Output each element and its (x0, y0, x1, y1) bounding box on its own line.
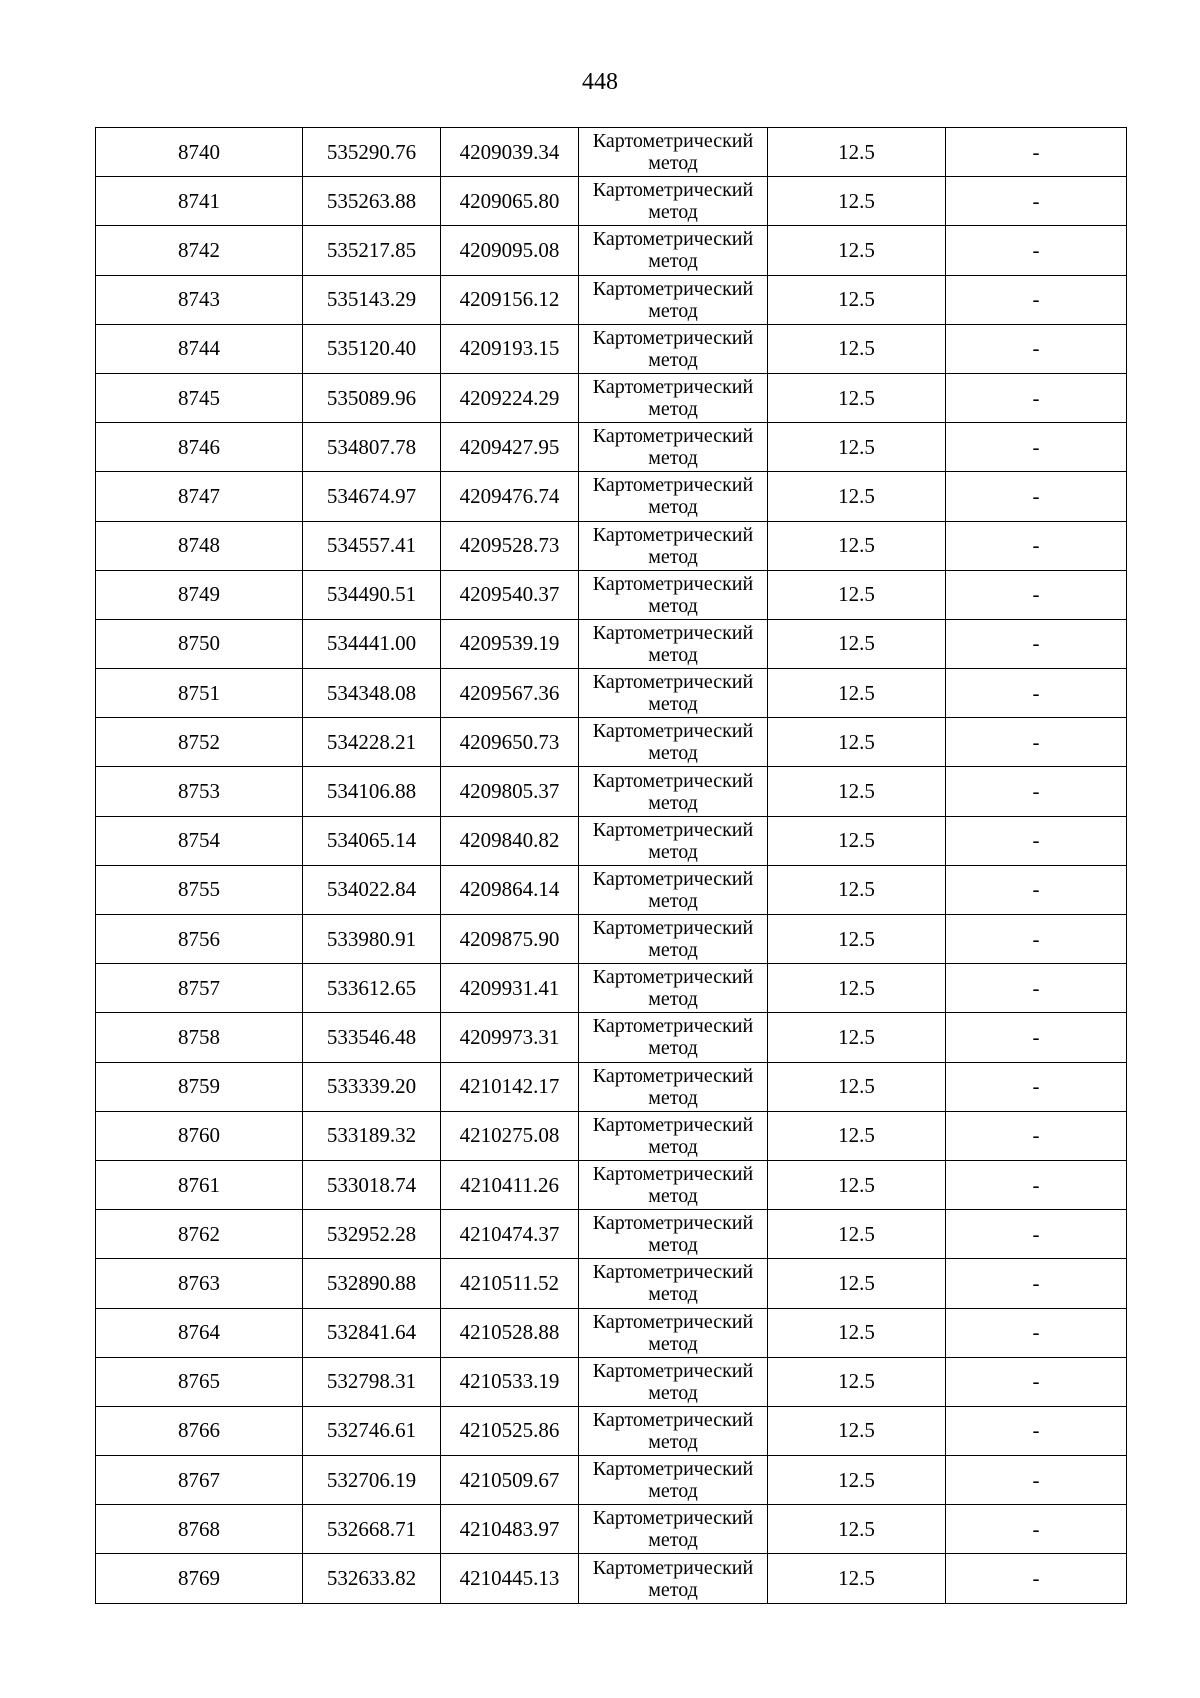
note-cell: - (946, 1013, 1127, 1062)
method-cell (579, 1554, 768, 1603)
table-row (96, 865, 1127, 914)
x-coordinate-cell: 535290.76 (303, 128, 441, 177)
y-coordinate-cell: 4210445.13 (441, 1554, 579, 1603)
accuracy-cell: 12.5 (768, 915, 946, 964)
method-line2: метод (648, 1578, 698, 1601)
method-line1: Картометрический (592, 966, 754, 989)
table-body (96, 128, 1127, 1604)
note-cell: - (946, 816, 1127, 865)
method-line2: метод (648, 988, 698, 1011)
method-cell (579, 521, 768, 570)
accuracy-cell: 12.5 (768, 423, 946, 472)
method-line2: метод (648, 299, 698, 322)
method-cell (579, 1160, 768, 1209)
method-cell (579, 1210, 768, 1259)
method-cell (579, 669, 768, 718)
method-line1: Картометрический (592, 1359, 754, 1382)
x-coordinate-cell: 534674.97 (303, 472, 441, 521)
method-line2: метод (648, 1480, 698, 1503)
table-row (96, 669, 1127, 718)
accuracy-cell: 12.5 (768, 1111, 946, 1160)
note-cell: - (946, 1308, 1127, 1357)
table-row (96, 1505, 1127, 1554)
accuracy-cell: 12.5 (768, 177, 946, 226)
table-row (96, 1308, 1127, 1357)
method-cell (579, 570, 768, 619)
table-row (96, 128, 1127, 177)
method-line1: Картометрический (592, 769, 754, 792)
method-line2: метод (648, 348, 698, 371)
method-cell (579, 373, 768, 422)
y-coordinate-cell: 4209875.90 (441, 915, 579, 964)
coordinates-table (95, 127, 1127, 1604)
table-row (96, 324, 1127, 373)
method-line1: Картометрический (592, 326, 754, 349)
method-line2: метод (648, 250, 698, 273)
y-coordinate-cell: 4209193.15 (441, 324, 579, 373)
point-number-cell: 8753 (96, 767, 303, 816)
y-coordinate-cell: 4210275.08 (441, 1111, 579, 1160)
y-coordinate-cell: 4209539.19 (441, 619, 579, 668)
method-line2: метод (648, 889, 698, 912)
x-coordinate-cell: 532633.82 (303, 1554, 441, 1603)
method-cell (579, 128, 768, 177)
method-line2: метод (648, 693, 698, 716)
x-coordinate-cell: 533189.32 (303, 1111, 441, 1160)
table-row (96, 1111, 1127, 1160)
method-line1: Картометрический (592, 1556, 754, 1579)
table-row (96, 964, 1127, 1013)
method-line2: метод (648, 742, 698, 765)
table-row (96, 1062, 1127, 1111)
method-line2: метод (648, 398, 698, 421)
x-coordinate-cell: 534441.00 (303, 619, 441, 668)
point-number-cell: 8744 (96, 324, 303, 373)
y-coordinate-cell: 4210411.26 (441, 1160, 579, 1209)
method-line1: Картометрический (592, 1113, 754, 1136)
method-line1: Картометрический (592, 179, 754, 202)
method-cell (579, 619, 768, 668)
accuracy-cell: 12.5 (768, 1259, 946, 1308)
x-coordinate-cell: 535089.96 (303, 373, 441, 422)
table-row (96, 1456, 1127, 1505)
note-cell: - (946, 915, 1127, 964)
method-cell (579, 915, 768, 964)
table-row (96, 1259, 1127, 1308)
note-cell: - (946, 1062, 1127, 1111)
point-number-cell: 8766 (96, 1406, 303, 1455)
method-line1: Картометрический (592, 917, 754, 940)
point-number-cell: 8763 (96, 1259, 303, 1308)
method-cell (579, 1111, 768, 1160)
x-coordinate-cell: 533018.74 (303, 1160, 441, 1209)
table-row (96, 275, 1127, 324)
method-cell (579, 324, 768, 373)
method-cell (579, 1505, 768, 1554)
method-cell (579, 816, 768, 865)
method-cell (579, 1357, 768, 1406)
x-coordinate-cell: 532952.28 (303, 1210, 441, 1259)
method-line2: метод (648, 643, 698, 666)
y-coordinate-cell: 4209973.31 (441, 1013, 579, 1062)
accuracy-cell: 12.5 (768, 1308, 946, 1357)
x-coordinate-cell: 534065.14 (303, 816, 441, 865)
accuracy-cell: 12.5 (768, 865, 946, 914)
point-number-cell: 8749 (96, 570, 303, 619)
accuracy-cell: 12.5 (768, 1357, 946, 1406)
x-coordinate-cell: 534807.78 (303, 423, 441, 472)
x-coordinate-cell: 533339.20 (303, 1062, 441, 1111)
point-number-cell: 8759 (96, 1062, 303, 1111)
accuracy-cell: 12.5 (768, 570, 946, 619)
x-coordinate-cell: 532668.71 (303, 1505, 441, 1554)
y-coordinate-cell: 4209528.73 (441, 521, 579, 570)
x-coordinate-cell: 532890.88 (303, 1259, 441, 1308)
note-cell: - (946, 275, 1127, 324)
table-row (96, 767, 1127, 816)
accuracy-cell: 12.5 (768, 373, 946, 422)
y-coordinate-cell: 4210509.67 (441, 1456, 579, 1505)
y-coordinate-cell: 4210142.17 (441, 1062, 579, 1111)
method-line2: метод (648, 1135, 698, 1158)
method-line1: Картометрический (592, 621, 754, 644)
accuracy-cell: 12.5 (768, 718, 946, 767)
x-coordinate-cell: 534557.41 (303, 521, 441, 570)
accuracy-cell: 12.5 (768, 1456, 946, 1505)
accuracy-cell: 12.5 (768, 1062, 946, 1111)
method-line1: Картометрический (592, 228, 754, 251)
note-cell: - (946, 964, 1127, 1013)
table-row (96, 521, 1127, 570)
y-coordinate-cell: 4209931.41 (441, 964, 579, 1013)
y-coordinate-cell: 4209476.74 (441, 472, 579, 521)
point-number-cell: 8758 (96, 1013, 303, 1062)
table-row (96, 472, 1127, 521)
method-cell (579, 1456, 768, 1505)
note-cell: - (946, 1259, 1127, 1308)
accuracy-cell: 12.5 (768, 521, 946, 570)
accuracy-cell: 12.5 (768, 767, 946, 816)
accuracy-cell: 12.5 (768, 1013, 946, 1062)
method-line2: метод (648, 1381, 698, 1404)
note-cell: - (946, 767, 1127, 816)
accuracy-cell: 12.5 (768, 1505, 946, 1554)
point-number-cell: 8760 (96, 1111, 303, 1160)
method-line2: метод (648, 1332, 698, 1355)
method-line2: метод (648, 1185, 698, 1208)
y-coordinate-cell: 4209095.08 (441, 226, 579, 275)
x-coordinate-cell: 533980.91 (303, 915, 441, 964)
y-coordinate-cell: 4210528.88 (441, 1308, 579, 1357)
x-coordinate-cell: 535217.85 (303, 226, 441, 275)
accuracy-cell: 12.5 (768, 1210, 946, 1259)
method-line2: метод (648, 840, 698, 863)
y-coordinate-cell: 4210483.97 (441, 1505, 579, 1554)
accuracy-cell: 12.5 (768, 619, 946, 668)
x-coordinate-cell: 534348.08 (303, 669, 441, 718)
point-number-cell: 8748 (96, 521, 303, 570)
method-cell (579, 472, 768, 521)
table-row (96, 226, 1127, 275)
table-row (96, 718, 1127, 767)
point-number-cell: 8746 (96, 423, 303, 472)
method-line1: Картометрический (592, 1458, 754, 1481)
x-coordinate-cell: 533546.48 (303, 1013, 441, 1062)
note-cell: - (946, 669, 1127, 718)
y-coordinate-cell: 4209864.14 (441, 865, 579, 914)
point-number-cell: 8768 (96, 1505, 303, 1554)
point-number-cell: 8762 (96, 1210, 303, 1259)
method-line2: метод (648, 152, 698, 175)
accuracy-cell: 12.5 (768, 472, 946, 521)
point-number-cell: 8755 (96, 865, 303, 914)
table-row (96, 1554, 1127, 1603)
method-cell (579, 1259, 768, 1308)
x-coordinate-cell: 532798.31 (303, 1357, 441, 1406)
accuracy-cell: 12.5 (768, 324, 946, 373)
note-cell: - (946, 1357, 1127, 1406)
note-cell: - (946, 1505, 1127, 1554)
method-line1: Картометрический (592, 523, 754, 546)
y-coordinate-cell: 4209567.36 (441, 669, 579, 718)
note-cell: - (946, 1554, 1127, 1603)
note-cell: - (946, 373, 1127, 422)
method-line2: метод (648, 1529, 698, 1552)
accuracy-cell: 12.5 (768, 1554, 946, 1603)
method-cell (579, 865, 768, 914)
table-row (96, 1210, 1127, 1259)
method-cell (579, 718, 768, 767)
y-coordinate-cell: 4210511.52 (441, 1259, 579, 1308)
method-cell (579, 177, 768, 226)
x-coordinate-cell: 535263.88 (303, 177, 441, 226)
method-cell (579, 1013, 768, 1062)
point-number-cell: 8747 (96, 472, 303, 521)
note-cell: - (946, 1210, 1127, 1259)
accuracy-cell: 12.5 (768, 669, 946, 718)
accuracy-cell: 12.5 (768, 1406, 946, 1455)
y-coordinate-cell: 4209156.12 (441, 275, 579, 324)
x-coordinate-cell: 533612.65 (303, 964, 441, 1013)
method-line1: Картометрический (592, 818, 754, 841)
method-line2: метод (648, 939, 698, 962)
y-coordinate-cell: 4210474.37 (441, 1210, 579, 1259)
note-cell: - (946, 570, 1127, 619)
table-row (96, 816, 1127, 865)
table-row (96, 373, 1127, 422)
method-line1: Картометрический (592, 277, 754, 300)
table-row (96, 619, 1127, 668)
note-cell: - (946, 423, 1127, 472)
note-cell: - (946, 128, 1127, 177)
x-coordinate-cell: 534106.88 (303, 767, 441, 816)
point-number-cell: 8740 (96, 128, 303, 177)
y-coordinate-cell: 4209805.37 (441, 767, 579, 816)
method-cell (579, 767, 768, 816)
note-cell: - (946, 865, 1127, 914)
method-line1: Картометрический (592, 1408, 754, 1431)
method-line1: Картометрический (592, 1212, 754, 1235)
note-cell: - (946, 472, 1127, 521)
note-cell: - (946, 1406, 1127, 1455)
accuracy-cell: 12.5 (768, 816, 946, 865)
method-cell (579, 1308, 768, 1357)
point-number-cell: 8764 (96, 1308, 303, 1357)
point-number-cell: 8743 (96, 275, 303, 324)
method-cell (579, 423, 768, 472)
point-number-cell: 8756 (96, 915, 303, 964)
method-line2: метод (648, 1037, 698, 1060)
method-line1: Картометрический (592, 1064, 754, 1087)
method-cell (579, 964, 768, 1013)
table-row (96, 1406, 1127, 1455)
point-number-cell: 8741 (96, 177, 303, 226)
note-cell: - (946, 1160, 1127, 1209)
method-line1: Картометрический (592, 1507, 754, 1530)
point-number-cell: 8752 (96, 718, 303, 767)
method-line2: метод (648, 1430, 698, 1453)
method-line1: Картометрический (592, 474, 754, 497)
y-coordinate-cell: 4209840.82 (441, 816, 579, 865)
accuracy-cell: 12.5 (768, 964, 946, 1013)
point-number-cell: 8745 (96, 373, 303, 422)
method-line2: метод (648, 1086, 698, 1109)
note-cell: - (946, 1456, 1127, 1505)
x-coordinate-cell: 534022.84 (303, 865, 441, 914)
page-number: 448 (582, 69, 618, 95)
method-line1: Картометрический (592, 720, 754, 743)
method-line1: Картометрический (592, 1310, 754, 1333)
note-cell: - (946, 619, 1127, 668)
point-number-cell: 8767 (96, 1456, 303, 1505)
table-row (96, 570, 1127, 619)
y-coordinate-cell: 4209039.34 (441, 128, 579, 177)
x-coordinate-cell: 532746.61 (303, 1406, 441, 1455)
y-coordinate-cell: 4210525.86 (441, 1406, 579, 1455)
method-line2: метод (648, 496, 698, 519)
point-number-cell: 8754 (96, 816, 303, 865)
table-row (96, 1357, 1127, 1406)
y-coordinate-cell: 4209427.95 (441, 423, 579, 472)
method-line2: метод (648, 447, 698, 470)
method-line1: Картометрический (592, 1163, 754, 1186)
note-cell: - (946, 177, 1127, 226)
point-number-cell: 8742 (96, 226, 303, 275)
x-coordinate-cell: 534228.21 (303, 718, 441, 767)
method-line2: метод (648, 201, 698, 224)
note-cell: - (946, 521, 1127, 570)
note-cell: - (946, 1111, 1127, 1160)
y-coordinate-cell: 4209540.37 (441, 570, 579, 619)
method-line2: метод (648, 545, 698, 568)
note-cell: - (946, 226, 1127, 275)
table-row (96, 1160, 1127, 1209)
x-coordinate-cell: 532706.19 (303, 1456, 441, 1505)
table-row (96, 177, 1127, 226)
method-line2: метод (648, 1234, 698, 1257)
accuracy-cell: 12.5 (768, 275, 946, 324)
method-line1: Картометрический (592, 425, 754, 448)
method-line1: Картометрический (592, 1015, 754, 1038)
point-number-cell: 8765 (96, 1357, 303, 1406)
x-coordinate-cell: 535120.40 (303, 324, 441, 373)
x-coordinate-cell: 534490.51 (303, 570, 441, 619)
method-cell (579, 1062, 768, 1111)
method-line1: Картометрический (592, 671, 754, 694)
method-line1: Картометрический (592, 867, 754, 890)
note-cell: - (946, 324, 1127, 373)
point-number-cell: 8750 (96, 619, 303, 668)
accuracy-cell: 12.5 (768, 128, 946, 177)
table-row (96, 915, 1127, 964)
method-line1: Картометрический (592, 1261, 754, 1284)
point-number-cell: 8769 (96, 1554, 303, 1603)
accuracy-cell: 12.5 (768, 226, 946, 275)
point-number-cell: 8761 (96, 1160, 303, 1209)
x-coordinate-cell: 532841.64 (303, 1308, 441, 1357)
method-cell (579, 1406, 768, 1455)
point-number-cell: 8751 (96, 669, 303, 718)
y-coordinate-cell: 4209650.73 (441, 718, 579, 767)
accuracy-cell: 12.5 (768, 1160, 946, 1209)
x-coordinate-cell: 535143.29 (303, 275, 441, 324)
table-row (96, 1013, 1127, 1062)
method-line2: метод (648, 594, 698, 617)
table-row (96, 423, 1127, 472)
method-line2: метод (648, 1283, 698, 1306)
method-line1: Картометрический (592, 376, 754, 399)
point-number-cell: 8757 (96, 964, 303, 1013)
method-line1: Картометрический (592, 130, 754, 153)
y-coordinate-cell: 4209224.29 (441, 373, 579, 422)
method-line1: Картометрический (592, 572, 754, 595)
method-cell (579, 275, 768, 324)
y-coordinate-cell: 4209065.80 (441, 177, 579, 226)
method-cell (579, 226, 768, 275)
note-cell: - (946, 718, 1127, 767)
y-coordinate-cell: 4210533.19 (441, 1357, 579, 1406)
method-line2: метод (648, 791, 698, 814)
